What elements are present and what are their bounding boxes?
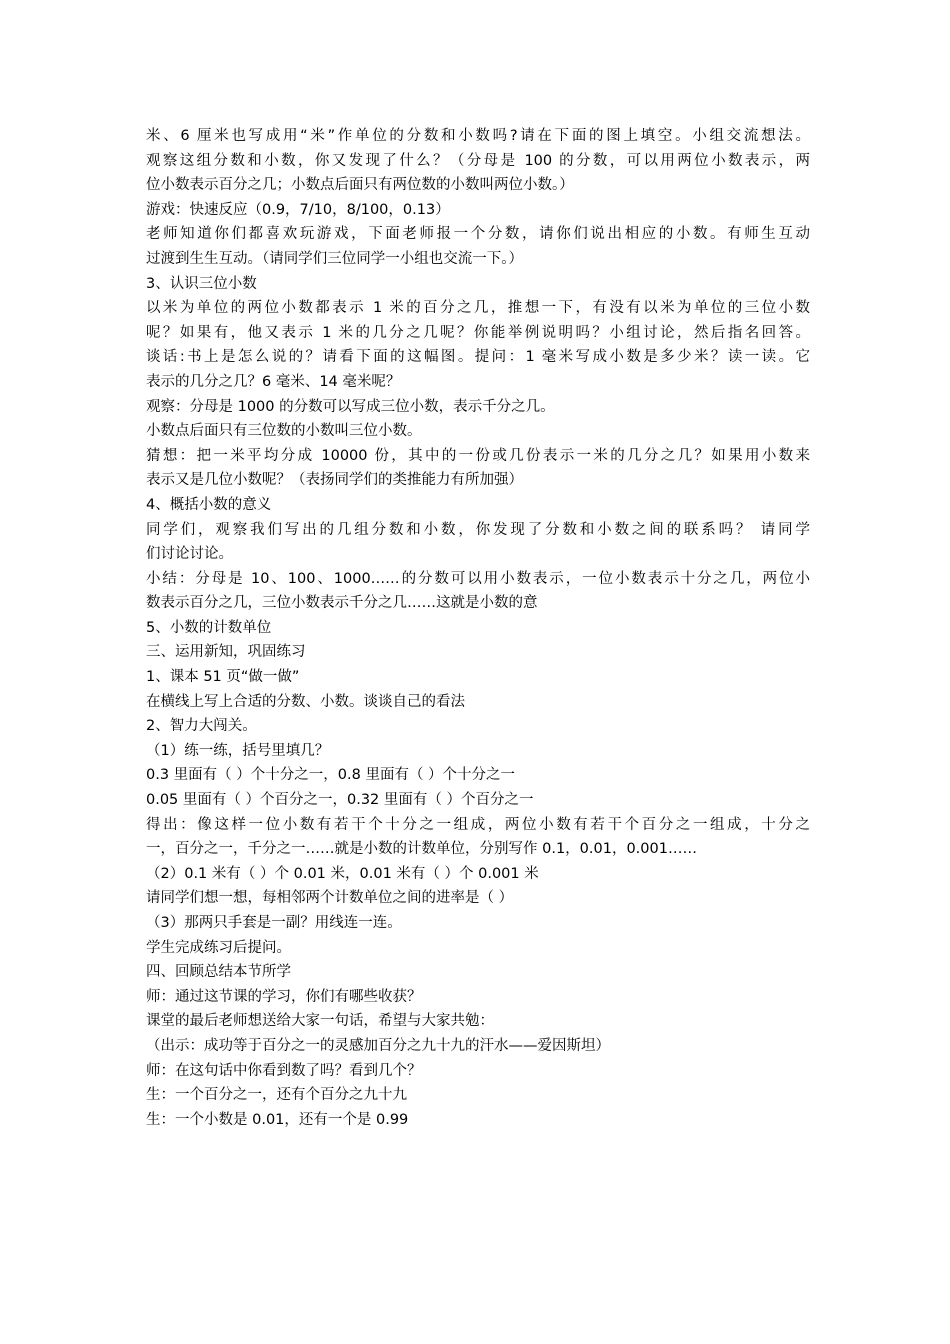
text-line: 学生完成练习后提问。	[146, 939, 291, 956]
text-line: 0.3 里面有（ ）个十分之一，0.8 里面有（ ）个十分之一	[146, 767, 516, 784]
text-line: 三、运用新知，巩固练习	[146, 644, 306, 661]
text-line: 位小数表示百分之几；小数点后面只有两位数的小数叫两位小数。）	[146, 177, 574, 194]
text-line: 2、智力大闯关。	[146, 718, 257, 735]
text-line: （3）那两只手套是一副？用线连一连。	[146, 915, 402, 931]
text-line: 谈话:书上是怎么说的？请看下面的这幅图。提问：1 毫米写成小数是多少米？读一读。它	[146, 349, 810, 366]
text-line: 观察：分母是 1000 的分数可以写成三位小数，表示千分之几。	[146, 398, 555, 415]
text-line: 猜想：把一米平均分成 10000 份，其中的一份或几份表示一米的几分之几？如果用小数来	[146, 447, 810, 464]
text-line: 课堂的最后老师想送给大家一句话，希望与大家共勉：	[146, 1013, 494, 1030]
text-line: 3、认识三位小数	[146, 275, 257, 292]
text-line: 4、概括小数的意义	[146, 496, 272, 513]
text-line: 米、6 厘米也写成用“米”作单位的分数和小数吗?请在下面的图上填空。小组交流想法。	[146, 128, 810, 144]
text-line: （出示：成功等于百分之一的灵感加百分之九十九的汗水——爱因斯坦）	[146, 1037, 610, 1054]
text-line: （2）0.1 米有（ ）个 0.01 米，0.01 米有（ ）个 0.001 米	[146, 865, 539, 882]
text-line: 生：一个小数是 0.01，还有一个是 0.99	[146, 1111, 409, 1128]
text-line: 小数点后面只有三位数的小数叫三位小数。	[146, 423, 422, 440]
text-line: 5、小数的计数单位	[146, 619, 272, 636]
text-line: 1、课本 51 页“做一做”	[146, 669, 300, 686]
text-line: 表示又是几位小数呢？（表扬同学们的类推能力有所加强）	[146, 472, 523, 489]
text-line: 四、回顾总结本节所学	[146, 964, 291, 981]
text-line: 以米为单位的两位小数都表示 1 米的百分之几，推想一下，有没有以米为单位的三位小数	[146, 300, 810, 317]
text-line: 师：在这句话中你看到数了吗？看到几个？	[146, 1062, 422, 1079]
text-line: 请同学们想一想，每相邻两个计数单位之间的进率是（ ）	[146, 890, 514, 907]
text-line: 老师知道你们都喜欢玩游戏，下面老师报一个分数，请你们说出相应的小数。有师生互动	[146, 226, 810, 243]
document-page	[146, 124, 810, 1132]
text-line: 生：一个百分之一，还有个百分之九十九	[146, 1087, 407, 1104]
text-line: 表示的几分之几？6 毫米、14 毫米呢？	[146, 373, 401, 390]
text-line: 们讨论讨论。	[146, 546, 233, 563]
text-line: 过渡到生生互动。（请同学们三位同学一小组也交流一下。）	[146, 250, 523, 267]
text-line: 0.05 里面有（ ）个百分之一，0.32 里面有（ ）个百分之一	[146, 792, 534, 809]
text-line: （1）练一练，括号里填几？	[146, 742, 330, 759]
text-line: 游戏：快速反应（0.9，7/10，8/100，0.13）	[146, 201, 450, 218]
text-line: 小结：分母是 10、100、1000……的分数可以用小数表示，一位小数表示十分之几，两位小	[146, 570, 810, 587]
text-line: 数表示百分之几，三位小数表示千分之几……这就是小数的意	[146, 595, 538, 612]
text-line: 师：通过这节课的学习，你们有哪些收获？	[146, 988, 422, 1005]
text-line: 观察这组分数和小数，你又发现了什么？（分母是 100 的分数，可以用两位小数表示，两	[146, 152, 810, 169]
text-line: 呢？如果有，他又表示 1 米的几分之几呢？你能举例说明吗？小组讨论，然后指名回答。	[146, 324, 810, 341]
text-line: 同学们，观察我们写出的几组分数和小数，你发现了分数和小数之间的联系吗？ 请同学	[146, 521, 810, 538]
text-line: 在横线上写上合适的分数、小数。谈谈自己的看法	[146, 693, 465, 710]
text-line: 一，百分之一，千分之一……就是小数的计数单位，分别写作 0.1，0.01，0.001……	[146, 841, 697, 858]
text-line: 得出：像这样一位小数有若干个十分之一组成，两位小数有若干个百分之一组成，十分之	[146, 816, 810, 833]
